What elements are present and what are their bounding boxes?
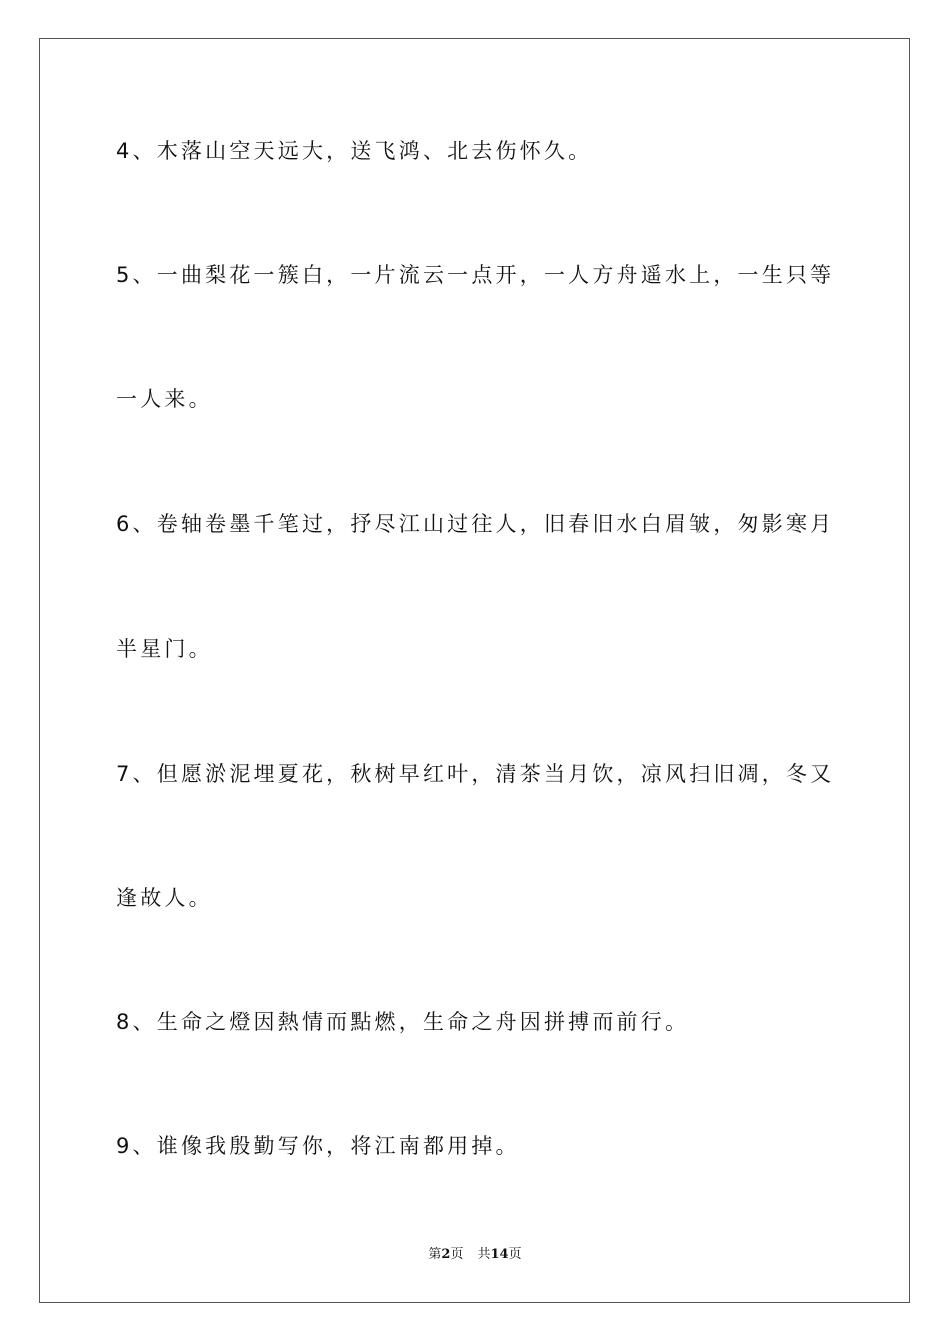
text-line-4: 4、木落山空天远大，送飞鸿、北去伤怀久。 bbox=[116, 139, 593, 163]
footer-page-total: 14 bbox=[490, 1247, 509, 1262]
text-line-5a: 5、一曲梨花一簇白，一片流云一点开，一人方舟遥水上，一生只等 bbox=[116, 263, 835, 287]
text-line-9: 9、谁像我殷勤写你，将江南都用掉。 bbox=[116, 1134, 520, 1158]
text-line-8: 8、生命之燈因熱情而點燃，生命之舟因拼搏而前行。 bbox=[116, 1010, 690, 1034]
footer-total-prefix: 共 bbox=[477, 1247, 491, 1262]
page-footer bbox=[0, 1248, 950, 1261]
page-border bbox=[39, 38, 910, 1303]
footer-page-suffix: 页 bbox=[450, 1247, 464, 1262]
footer-page-current: 2 bbox=[441, 1247, 451, 1262]
footer-page-prefix: 第 bbox=[428, 1247, 442, 1262]
footer-total-suffix: 页 bbox=[508, 1247, 522, 1262]
text-line-7a: 7、但愿淤泥埋夏花，秋树早红叶，清茶当月饮，凉风扫旧凋，冬又 bbox=[116, 762, 835, 786]
text-line-6b: 半星门。 bbox=[116, 637, 213, 661]
text-line-7b: 逢故人。 bbox=[116, 886, 213, 910]
text-line-6a: 6、卷轴卷墨千笔过，抒尽江山过往人，旧春旧水白眉皱，匆影寒月 bbox=[116, 512, 835, 536]
text-line-5b: 一人来。 bbox=[116, 387, 213, 411]
